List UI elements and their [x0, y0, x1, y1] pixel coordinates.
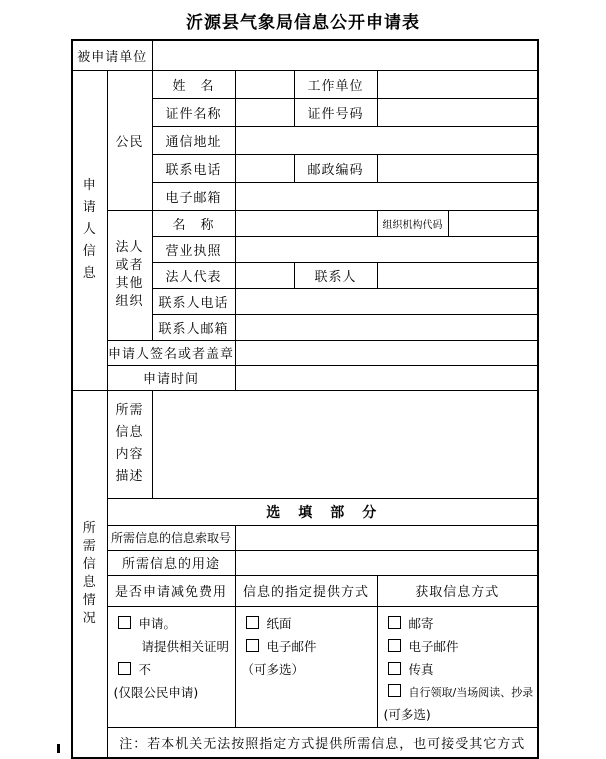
obtain-mail-label: 邮寄 [408, 615, 434, 631]
provision-email-label: 电子邮件 [266, 638, 317, 654]
obtain-email-label: 电子邮件 [408, 638, 459, 654]
name-input[interactable] [235, 70, 294, 98]
cert-no-input[interactable] [377, 98, 538, 126]
legal-rep-input[interactable] [235, 262, 294, 288]
provision-paper-label: 纸面 [266, 615, 292, 631]
obtain-email-checkbox[interactable] [388, 639, 401, 652]
provision-header: 信息的指定提供方式 [235, 575, 377, 606]
address-input[interactable] [235, 126, 538, 154]
provision-options-cell [235, 606, 377, 727]
obtain-options-cell [377, 606, 538, 727]
email-label: 电子邮箱 [152, 182, 235, 210]
page-title: 沂源县气象局信息公开申请表 [186, 13, 420, 33]
fee-apply-checkbox[interactable] [118, 616, 131, 629]
citizen-group-label: 公民 [107, 70, 152, 210]
obtain-fax-label: 传真 [408, 661, 434, 677]
org-code-input[interactable] [448, 210, 538, 236]
applicant-section-label: 申请人信息 [72, 70, 107, 390]
application-form-table [71, 39, 539, 759]
email-input[interactable] [235, 182, 538, 210]
fee-apply-note: 请提供相关证明 [141, 638, 230, 654]
fee-apply-label: 申请。 [138, 615, 177, 631]
signature-label: 申请人签名或者盖章 [107, 340, 235, 365]
obtain-self-label: 自行领取/当场阅读、抄录 [408, 685, 534, 699]
obtain-fax-checkbox[interactable] [388, 662, 401, 675]
optional-part-title: 选 填 部 分 [107, 498, 538, 525]
index-no-label: 所需信息的信息索取号 [107, 525, 235, 550]
org-name-input[interactable] [235, 210, 377, 236]
contact-email-label: 联系人邮箱 [152, 314, 235, 340]
obtain-multi-note: (可多选) [383, 706, 431, 722]
fee-options-cell [107, 606, 235, 727]
name-label: 姓 名 [152, 70, 235, 98]
content-desc-input[interactable] [152, 390, 538, 498]
index-no-input[interactable] [235, 525, 538, 550]
fee-restriction: (仅限公民申请) [113, 684, 199, 700]
purpose-input[interactable] [235, 550, 538, 575]
signature-input[interactable] [235, 340, 538, 365]
postcode-label: 邮政编码 [294, 154, 377, 182]
provision-paper-checkbox[interactable] [246, 616, 259, 629]
work-unit-label: 工作单位 [294, 70, 377, 98]
phone-input[interactable] [235, 154, 294, 182]
postcode-input[interactable] [377, 154, 538, 182]
org-group-label: 法人或者其他组织 [107, 210, 152, 340]
legal-rep-label: 法人代表 [152, 262, 235, 288]
license-label: 营业执照 [152, 236, 235, 262]
cert-name-label: 证件名称 [152, 98, 235, 126]
cert-no-label: 证件号码 [294, 98, 377, 126]
required-section-label: 所需信息情况 [72, 390, 107, 758]
obtain-mail-checkbox[interactable] [388, 616, 401, 629]
address-label: 通信地址 [152, 126, 235, 154]
apply-time-label: 申请时间 [107, 365, 235, 390]
org-name-label: 名 称 [152, 210, 235, 236]
contact-input[interactable] [377, 262, 538, 288]
purpose-label: 所需信息的用途 [107, 550, 235, 575]
fee-header: 是否申请减免费用 [107, 575, 235, 606]
work-unit-input[interactable] [377, 70, 538, 98]
contact-phone-label: 联系人电话 [152, 288, 235, 314]
license-input[interactable] [235, 236, 538, 262]
provision-multi-note: （可多选） [241, 661, 305, 677]
fee-no-checkbox[interactable] [118, 662, 131, 675]
contact-email-input[interactable] [235, 314, 538, 340]
provision-email-checkbox[interactable] [246, 639, 259, 652]
applied-unit-label: 被申请单位 [72, 40, 152, 70]
fee-no-label: 不 [138, 661, 152, 677]
footer-note: 注：若本机关无法按照指定方式提供所需信息，也可接受其它方式 [107, 727, 538, 758]
cursor-mark [57, 744, 60, 753]
apply-time-input[interactable] [235, 365, 538, 390]
contact-label: 联系人 [294, 262, 377, 288]
obtain-header: 获取信息方式 [377, 575, 538, 606]
content-desc-label: 所需信息内容描述 [107, 390, 152, 498]
contact-phone-input[interactable] [235, 288, 538, 314]
org-code-label: 组织机构代码 [377, 210, 448, 236]
phone-label: 联系电话 [152, 154, 235, 182]
cert-name-input[interactable] [235, 98, 294, 126]
applied-unit-input[interactable] [152, 40, 538, 70]
obtain-self-checkbox[interactable] [388, 684, 401, 697]
